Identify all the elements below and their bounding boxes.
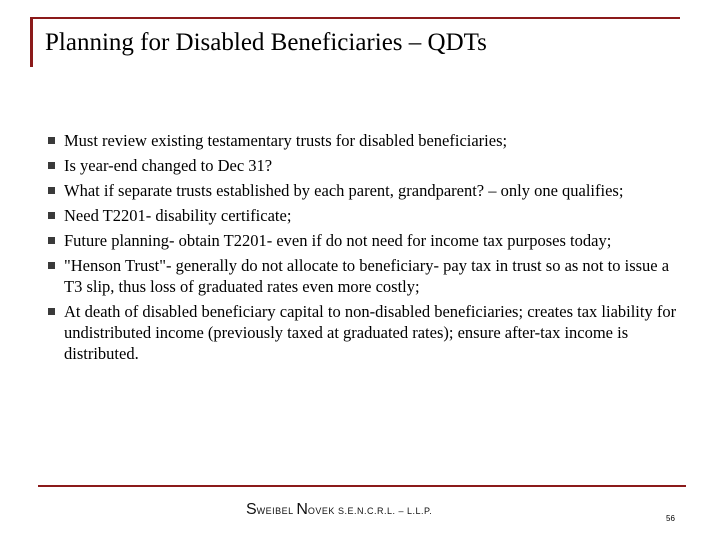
- bullet-text: At death of disabled beneficiary capital to non-disabled beneficiaries; creates tax liability for undistributed income (previously taxed at graduated rates); ensure after-tax income is distributed.: [64, 302, 677, 363]
- bullet-text: Need T2201- disability certificate;: [64, 206, 292, 225]
- square-bullet-icon: [48, 137, 55, 144]
- bullet-item: [48, 230, 688, 251]
- bullet-text: Future planning- obtain T2201- even if do not need for income tax purposes today;: [64, 231, 612, 250]
- bullet-text: "Henson Trust"- generally do not allocate to beneficiary- pay tax in trust so as not to issue a T3 slip, thus loss of graduated rates even more costly;: [64, 256, 670, 296]
- square-bullet-icon: [48, 308, 55, 315]
- bullet-text: Must review existing testamentary trusts for disabled beneficiaries;: [64, 131, 508, 150]
- square-bullet-icon: [48, 162, 55, 169]
- bullet-item: [48, 255, 688, 297]
- bullet-text: What if separate trusts established by each parent, grandparent? – only one qualifies;: [64, 181, 624, 200]
- firm-name-initial-1: S: [246, 501, 257, 518]
- firm-name-part-1: WEIBEL: [256, 506, 297, 516]
- bullet-item: [48, 130, 688, 151]
- square-bullet-icon: [48, 187, 55, 194]
- bullet-item: [48, 205, 688, 226]
- slide-title: Planning for Disabled Beneficiaries – QDTs: [45, 29, 487, 56]
- bullet-text: Is year-end changed to Dec 31?: [64, 156, 273, 175]
- firm-name: [246, 500, 432, 521]
- bullet-item: [48, 180, 688, 201]
- firm-name-part-2: OVEK: [307, 506, 338, 516]
- footer-rule: [38, 485, 686, 487]
- square-bullet-icon: [48, 237, 55, 244]
- square-bullet-icon: [48, 212, 55, 219]
- bullet-item: [48, 155, 688, 176]
- firm-name-initial-2: N: [296, 501, 308, 518]
- bullet-list: [48, 130, 688, 368]
- firm-legal-suffix: S.E.N.C.R.L. – L.L.P.: [337, 506, 433, 516]
- page-number: 56: [666, 514, 675, 523]
- square-bullet-icon: [48, 262, 55, 269]
- bullet-item: [48, 301, 688, 364]
- title-frame-left-rule: [30, 17, 33, 67]
- title-frame-top-rule: [30, 17, 680, 19]
